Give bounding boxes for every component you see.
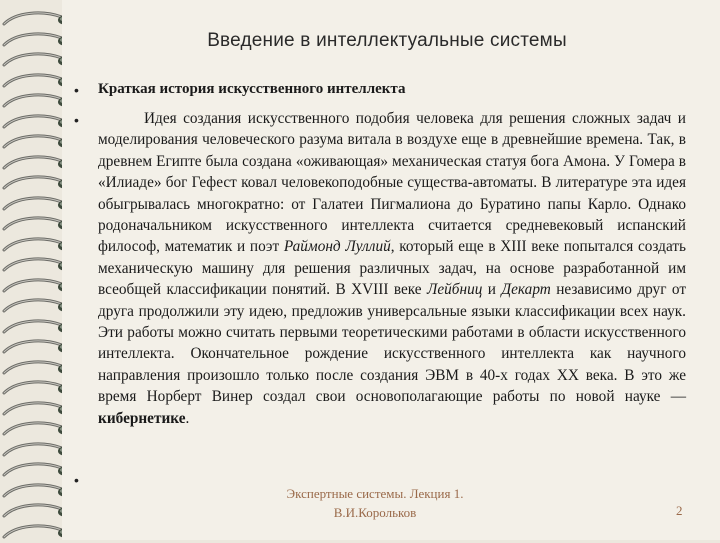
- person-name-descartes: Декарт: [501, 281, 551, 299]
- spiral-ring: [2, 254, 70, 276]
- spiral-ring: [2, 29, 70, 51]
- footer-author: В.И.Корольков: [333, 505, 417, 520]
- bullet-marker: •: [74, 112, 79, 128]
- person-name-leibniz: Лейбниц: [427, 281, 483, 299]
- footer-lecture: Экспертные системы. Лекция 1.: [286, 486, 464, 501]
- spiral-ring: [2, 172, 70, 194]
- paragraph-text: независимо друг от друга продолжили эту идею, предложив универсальные языки классификации всех наук. Эти работы можно считать первыми теоретическими работами в области искусственного интеллекта. Окончательное рождение искусственного интеллекта как научного направления произошло только после создания ЭВМ в 40-х годах XX века. В это же время Норберт Винер создал свои основополагающие работы по новой науке —: [98, 281, 687, 406]
- spiral-ring: [2, 480, 70, 502]
- spiral-ring: [2, 459, 70, 481]
- bullet-marker: •: [74, 82, 79, 98]
- person-name-lullius: Раймонд Луллий: [283, 238, 391, 256]
- key-term: кибернетике: [98, 409, 186, 427]
- spiral-ring: [2, 377, 70, 399]
- spiral-ring: [2, 316, 70, 338]
- spiral-ring: [2, 213, 70, 235]
- spiral-ring: [2, 500, 70, 522]
- spiral-ring: [2, 357, 70, 379]
- spiral-ring: [2, 131, 70, 153]
- spiral-ring: [2, 234, 70, 256]
- spiral-ring: [2, 70, 70, 92]
- spiral-ring: [2, 152, 70, 174]
- spiral-ring: [2, 193, 70, 215]
- slide-footer: [240, 484, 510, 522]
- spiral-ring: [2, 8, 70, 30]
- spiral-ring: [2, 111, 70, 133]
- page-number: 2: [676, 503, 683, 518]
- spiral-ring: [2, 439, 70, 461]
- spiral-ring: [2, 49, 70, 71]
- spiral-ring: [2, 90, 70, 112]
- spiral-ring: [2, 521, 70, 543]
- paragraph-text: , который еще в XIII веке попытался создать механическую машину для решения различных задач, на основе разработанной им всеобщей классификации понятий. В XVIII веке: [98, 238, 687, 299]
- section-heading: Краткая история искусственного интеллекта: [98, 81, 406, 97]
- paragraph-text: .: [185, 409, 190, 427]
- spiral-ring: [2, 398, 70, 420]
- spiral-ring: [2, 295, 70, 317]
- slide-title: Введение в интеллектуальные системы: [207, 30, 567, 51]
- spiral-ring: [2, 418, 70, 440]
- spiral-ring: [2, 336, 70, 358]
- paragraph-text: Идея создания искусственного подобия человека для решения сложных задач и моделирования человеческого разума витала в воздухе еще в древнейшие времена. Так, в древнем Египте была создана «оживающая» механическая статуя бога Амона. У Гомера в «Илиаде» бог Гефест ковал человекоподобные существа-автоматы. В литературе эта идея обыгрывалась многократно: от Галатеи Пигмалиона до Буратино папы Карло. Однако родоначальником искусственного интеллекта считается средневековый испанский философ, математик и поэт: [98, 110, 686, 256]
- body-paragraph: [98, 108, 686, 429]
- paragraph-text: и: [482, 281, 502, 299]
- spiral-ring: [2, 275, 70, 297]
- bullet-marker: •: [74, 472, 79, 488]
